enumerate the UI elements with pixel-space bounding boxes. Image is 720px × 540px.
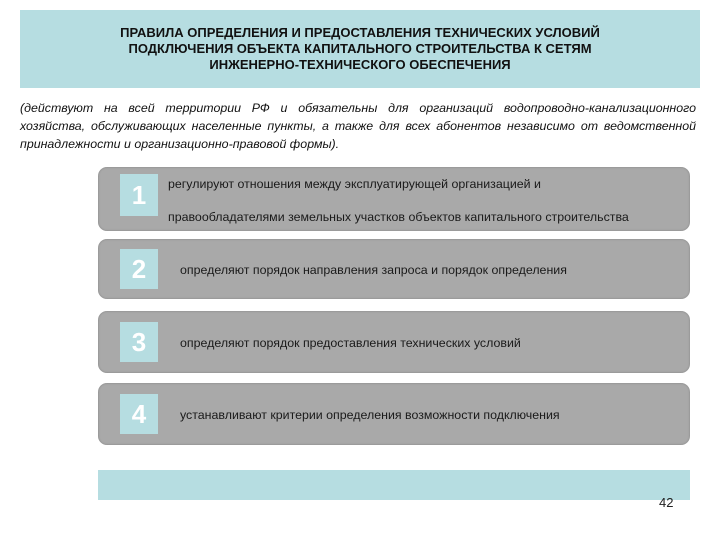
rule-number-badge: 1: [120, 174, 158, 216]
footer-band: [98, 470, 690, 500]
rule-text: устанавливают критерии определения возможности подключения: [180, 408, 560, 422]
rule-text: определяют порядок предоставления технических условий: [180, 336, 521, 350]
rule-number-badge: 4: [120, 394, 158, 434]
rule-item-2: [98, 239, 690, 299]
intro-paragraph: (действуют на всей территории РФ и обязательны для организаций водопроводно-канализационного хозяйства, обслуживающих населенные пункты, а также для всех абонентов независимо от ведомственной принадлежности и организационно-правовой формы).: [20, 101, 696, 151]
rule-text-line: правообладателями земельных участков объектов капитального строительства: [168, 210, 629, 224]
page-number: 42: [659, 495, 674, 510]
rule-text: определяют порядок направления запроса и порядок определения: [180, 263, 567, 277]
rule-item-4: [98, 383, 690, 445]
rule-text-line: регулируют отношения между эксплуатирующей организацией и: [168, 177, 541, 191]
rule-item-1: [98, 167, 690, 231]
rule-item-3: [98, 311, 690, 373]
title-banner: [20, 10, 700, 88]
rule-number-badge: 3: [120, 322, 158, 362]
page-title: ПРАВИЛА ОПРЕДЕЛЕНИЯ И ПРЕДОСТАВЛЕНИЯ ТЕХНИЧЕСКИХ УСЛОВИЙ ПОДКЛЮЧЕНИЯ ОБЪЕКТА КАПИТАЛЬНОГО СТРОИТЕЛЬСТВА К СЕТЯМ ИНЖЕНЕРНО-ТЕХНИЧЕСКОГО ОБЕСПЕЧЕНИЯ: [120, 25, 600, 72]
rule-number-badge: 2: [120, 249, 158, 289]
